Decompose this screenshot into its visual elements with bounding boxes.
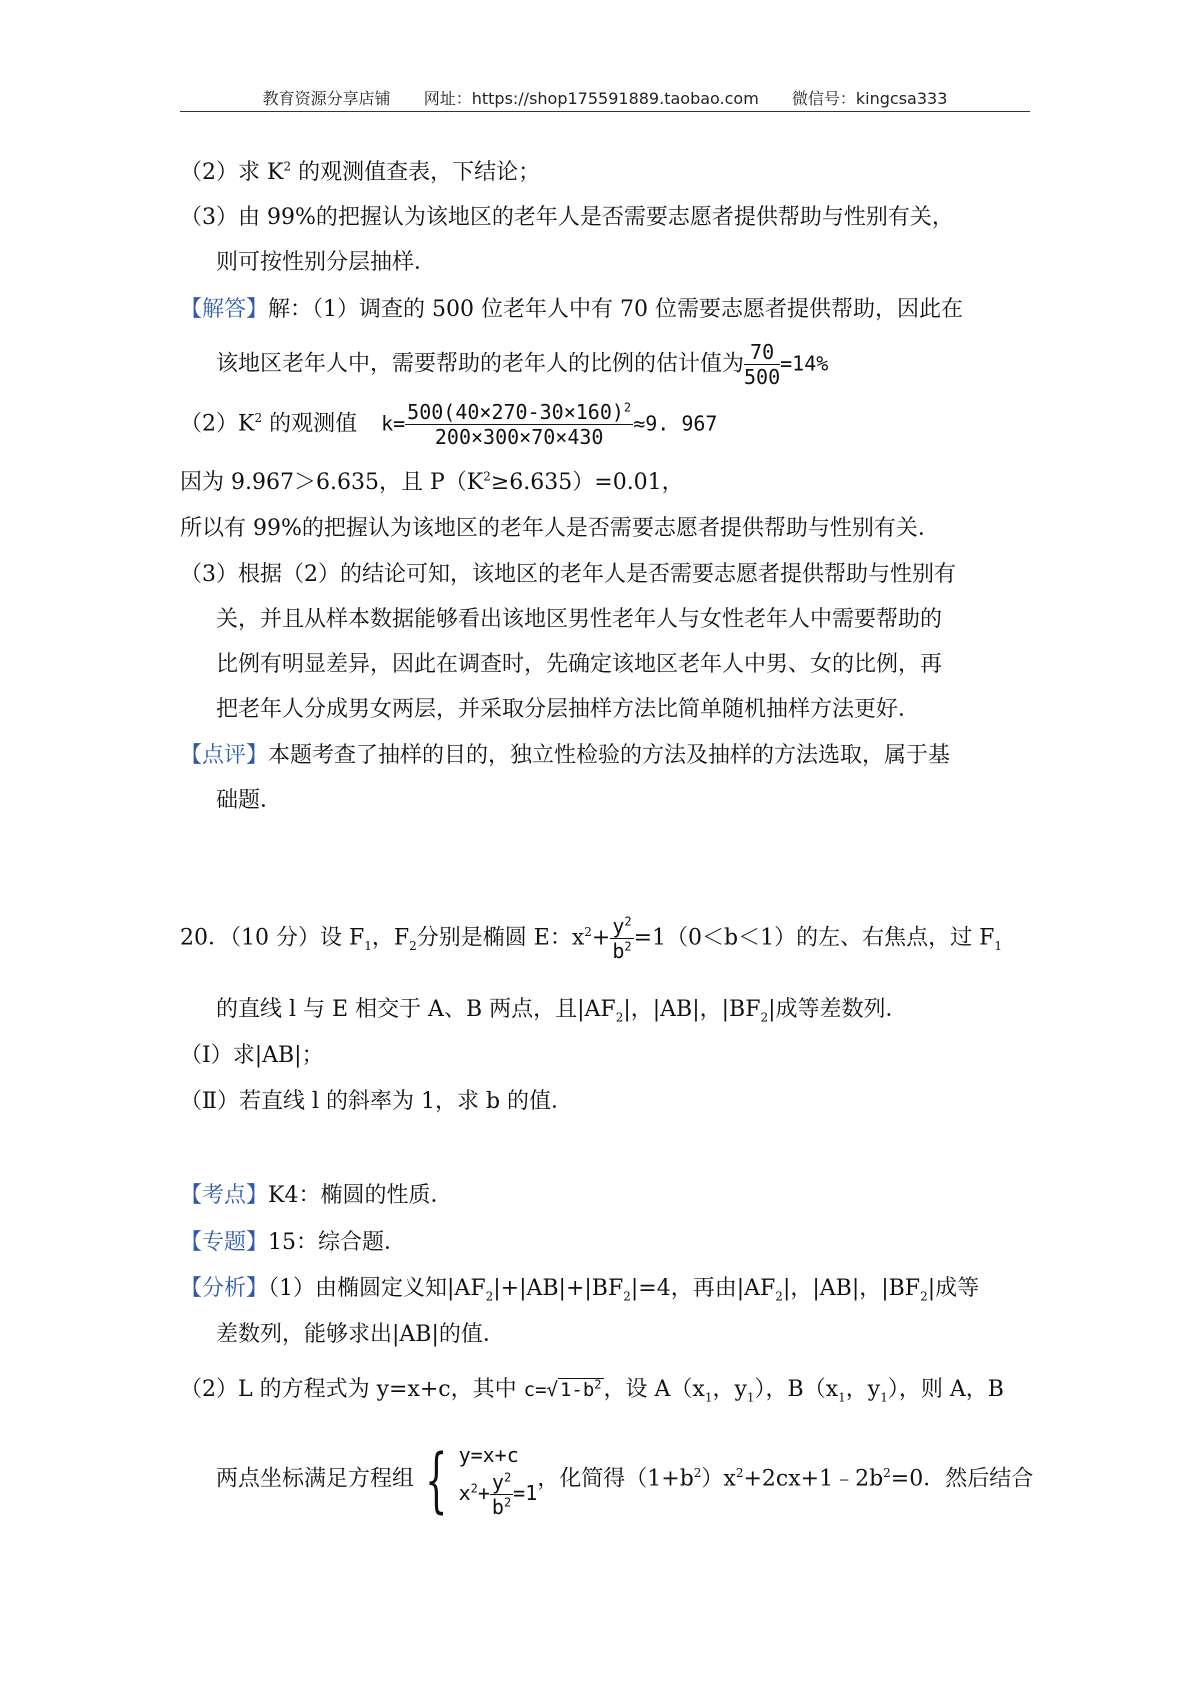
line-q20-cont: 的直线 l 与 E 相交于 A、B 两点，且$|AF_2|$，|AB|，$|BF_2|$成等差数列．	[216, 997, 908, 1025]
point-tag: 【考点】	[180, 1183, 269, 1208]
line-k2-value: $(2)K^2$ 的观测值 k= $\frac{500(40\times 270-30\times 160)^2}{200\times 300\times 70\times 430}$ ≈9. 967	[180, 400, 718, 449]
line-part-ii: （Ⅱ）若直线 l 的斜率为 1，求 b 的值．	[180, 1089, 574, 1114]
line-topic: 【专题】15：综合题．	[180, 1230, 407, 1255]
line-answer-1: 【解答】解：（1）调查的 500 位老年人中有 70 位需要志愿者提供帮助，因此在	[180, 297, 963, 322]
fraction-y2-b2: $\frac{y^2}{b^2}$	[612, 914, 632, 963]
fraction-k2-formula: $\frac{500(40\times 270-30\times 160)^2}{200\times 300\times 70\times 430}$	[407, 400, 632, 449]
system-brace: {	[425, 1438, 448, 1521]
comment-tag: 【点评】	[180, 743, 269, 768]
header-shop: 教育资源分享店铺	[262, 89, 391, 108]
header-rule	[180, 111, 1030, 112]
line-analysis-2: 差数列，能够求出|AB|的值．	[216, 1322, 505, 1347]
line-point: 【考点】K4：椭圆的性质．	[180, 1183, 453, 1208]
analysis-tag: 【分析】	[180, 1276, 269, 1301]
line-q3: （3）由 99%的把握认为该地区的老年人是否需要志愿者提供帮助与性别有关，	[180, 205, 954, 230]
question-20: 20．（10 分）设 $F_1$，$F_2$分别是椭圆 E：$x^2+$ $\frac{y^2}{b^2}$ =1（0＜b＜1）的左、右焦点，过 $F_1$	[180, 914, 1003, 963]
line-comment-2: 础题．	[216, 788, 283, 813]
header-wechat: 微信号：kingcsa333	[791, 89, 948, 108]
line-q2: （2）求 $K^2$ 的观测值查表，下结论；	[180, 159, 541, 185]
line-compare: 因为 9.967＞6.635，且 $P(K^2\ge 6.635)=0.01$，	[180, 469, 684, 495]
line-comment-1: 【点评】本题考查了抽样的目的，独立性检验的方法及抽样的方法选取，属于基	[180, 743, 951, 768]
line-part3-1: （3）根据（2）的结论可知，该地区的老年人是否需要志愿者提供帮助与性别有	[180, 562, 956, 587]
line-analysis-3: （2）L 的方程式为 y=x+c，其中 c=√ $1-b^2$，设 $A(x_1$，$y_1$），$B(x_1$，$y_1$），则 A，B	[180, 1377, 1004, 1405]
page-header	[180, 86, 1030, 109]
line-analysis-4: 两点坐标满足方程组 { y=x+c $x^2+$ $\frac{y^2}{b^2}$ =1 ，化简得$(1+b^2)x^2+2cx+1﹣2b^2=0$．然后结合	[216, 1438, 1034, 1521]
header-site: 网址：https://shop175591889.taobao.com	[423, 89, 759, 108]
answer-tag: 【解答】	[180, 297, 269, 322]
line-conclusion: 所以有 99%的把握认为该地区的老年人是否需要志愿者提供帮助与性别有关．	[180, 516, 940, 541]
line-answer-2: 该地区老年人中，需要帮助的老年人的比例的估计值为 $\frac{70}{500}$ =14%	[216, 340, 829, 389]
line-analysis-1: 【分析】（1）由椭圆定义知$|AF_2|+|AB|+|BF_2|=4$，再由$|AF_2|$，|AB|，$|BF_2|$成等	[180, 1276, 980, 1304]
line-part3-3: 比例有明显差异，因此在调查时，先确定该地区老年人中男、女的比例，再	[216, 652, 943, 677]
line-part-i: （Ⅰ）求|AB|；	[180, 1043, 324, 1068]
equation-system: y=x+c $x^2+$ $\frac{y^2}{b^2}$ =1	[458, 1443, 538, 1519]
line-part3-2: 关，并且从样本数据能够看出该地区男性老年人与女性老年人中需要帮助的	[216, 607, 943, 632]
topic-tag: 【专题】	[180, 1230, 269, 1255]
sqrt-expression: c=√ $1-b^2$	[523, 1377, 602, 1401]
fraction-70-500: $\frac{70}{500}$	[744, 340, 781, 389]
line-part3-4: 把老年人分成男女两层，并采取分层抽样方法比简单随机抽样方法更好．	[216, 697, 921, 722]
line-q3-cont: 则可按性别分层抽样．	[216, 250, 437, 275]
